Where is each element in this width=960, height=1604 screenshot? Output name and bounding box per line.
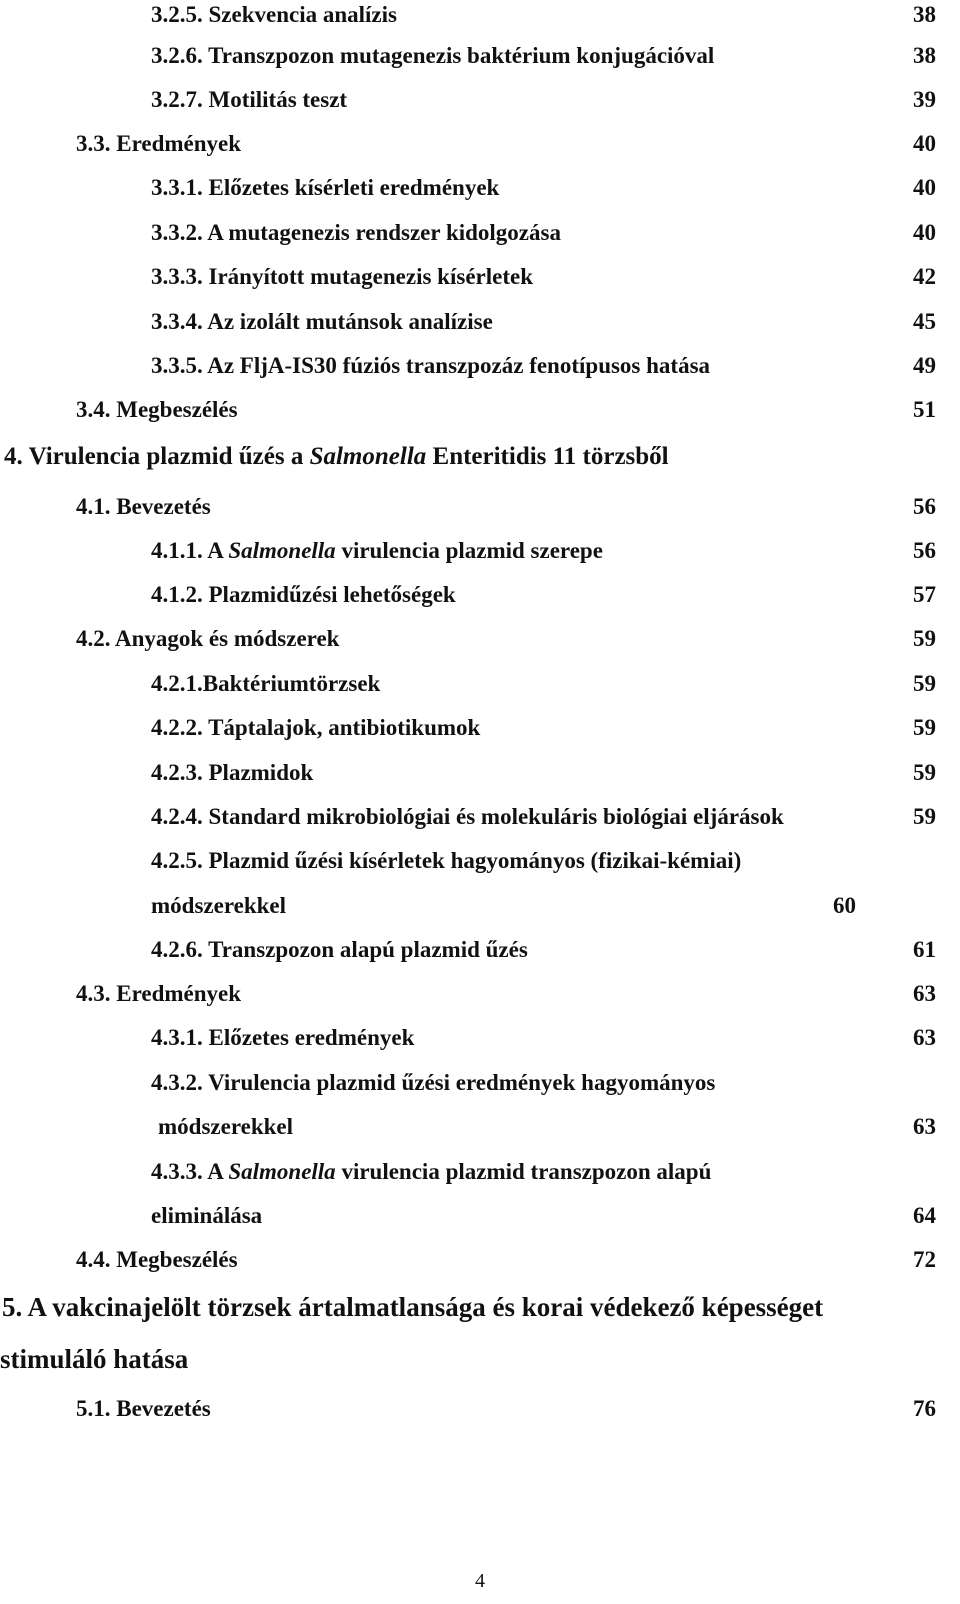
toc-entry-title: 4.2.1.Baktériumtörzsek xyxy=(151,671,381,696)
toc-entry-title: 4.2.4. Standard mikrobiológiai és molekuláris biológiai eljárások xyxy=(151,804,784,829)
toc-entry-page: 57 xyxy=(913,582,936,607)
toc-entry-page: 42 xyxy=(913,264,936,289)
toc-entry-page: 40 xyxy=(913,175,936,200)
toc-entry-page: 45 xyxy=(913,309,936,334)
toc-entry-title: 4.3.3. A Salmonella virulencia plazmid transzpozon alapú xyxy=(151,1159,712,1184)
toc-entry-page: 59 xyxy=(913,626,936,651)
toc-entry-title: 3.3.2. A mutagenezis rendszer kidolgozása xyxy=(151,220,561,245)
toc-entry-page: 63 xyxy=(913,1114,936,1139)
toc-entry-title: 4.3.1. Előzetes eredmények xyxy=(151,1025,415,1050)
toc-entry-title-continuation: módszerekkel xyxy=(151,893,287,918)
toc-entry-page: 38 xyxy=(913,2,936,27)
toc-entry-page: 56 xyxy=(913,538,936,563)
toc-entry-title: 3.4. Megbeszélés xyxy=(76,397,238,422)
toc-entry-title: 3.3. Eredmények xyxy=(76,131,242,156)
toc-entry-title: 4.2.2. Táptalajok, antibiotikumok xyxy=(151,715,481,740)
toc-entry-title: 4.2. Anyagok és módszerek xyxy=(76,626,340,651)
toc-entry-title: 4.2.6. Transzpozon alapú plazmid űzés xyxy=(151,937,528,962)
toc-entry-page: 63 xyxy=(913,1025,936,1050)
toc-entry-title: 3.3.4. Az izolált mutánsok analízise xyxy=(151,309,493,334)
toc-entry-page: 49 xyxy=(913,353,936,378)
toc-entry-page: 63 xyxy=(913,981,936,1006)
toc-chapter-title: 4. Virulencia plazmid űzés a Salmonella Enteritidis 11 törzsből xyxy=(4,443,669,470)
toc-entry-title: 3.2.5. Szekvencia analízis xyxy=(151,2,397,27)
toc-entry-title: 3.3.5. Az FljA-IS30 fúziós transzpozáz fenotípusos hatása xyxy=(151,353,711,378)
toc-entry-title: 4.1.1. A Salmonella virulencia plazmid szerepe xyxy=(151,538,603,563)
toc-entry-page: 64 xyxy=(913,1203,936,1228)
toc-entry-title-continuation: eliminálása xyxy=(151,1203,263,1228)
toc-chapter-title-continuation: stimuláló hatása xyxy=(0,1344,189,1374)
toc-entry-title: 4.4. Megbeszélés xyxy=(76,1247,238,1272)
page-number: 4 xyxy=(475,1570,485,1592)
toc-entry-page: 76 xyxy=(913,1396,936,1421)
toc-entry-title: 4.3.2. Virulencia plazmid űzési eredmények hagyományos xyxy=(151,1070,716,1095)
toc-entry-title: 4.1.2. Plazmidűzési lehetőségek xyxy=(151,582,456,607)
toc-chapter-title: 5. A vakcinajelölt törzsek ártalmatlansága és korai védekező képességet xyxy=(2,1292,824,1322)
toc-entry-page: 38 xyxy=(913,43,936,68)
toc-entry-title: 3.3.1. Előzetes kísérleti eredmények xyxy=(151,175,500,200)
toc-entry-page: 40 xyxy=(913,220,936,245)
toc-entry-page: 56 xyxy=(913,494,936,519)
toc-entry-page: 39 xyxy=(913,87,936,112)
toc-entry-title: 3.2.7. Motilitás teszt xyxy=(151,87,348,112)
toc-entry-title: 4.1. Bevezetés xyxy=(76,494,211,519)
toc-entry-page: 61 xyxy=(913,937,936,962)
toc-entry-title: 4.3. Eredmények xyxy=(76,981,242,1006)
toc-entry-page: 59 xyxy=(913,760,936,785)
toc-entry-title: 3.3.3. Irányított mutagenezis kísérletek xyxy=(151,264,533,289)
toc-entry-page: 51 xyxy=(913,397,936,422)
toc-entry-page: 59 xyxy=(913,671,936,696)
toc-entry-title: 4.2.5. Plazmid űzési kísérletek hagyományos (fizikai-kémiai) xyxy=(151,848,742,873)
toc-entry-title: 5.1. Bevezetés xyxy=(76,1396,211,1421)
toc-entry-title: 3.2.6. Transzpozon mutagenezis baktérium konjugációval xyxy=(151,43,715,68)
toc-entry-page: 60 xyxy=(833,893,856,918)
toc-entry-page: 40 xyxy=(913,131,936,156)
toc-entry-page: 59 xyxy=(913,715,936,740)
toc-entry-title-continuation: módszerekkel xyxy=(158,1114,294,1139)
toc-entry-page: 59 xyxy=(913,804,936,829)
toc-entry-title: 4.2.3. Plazmidok xyxy=(151,760,314,785)
toc-entry-page: 72 xyxy=(913,1247,936,1272)
